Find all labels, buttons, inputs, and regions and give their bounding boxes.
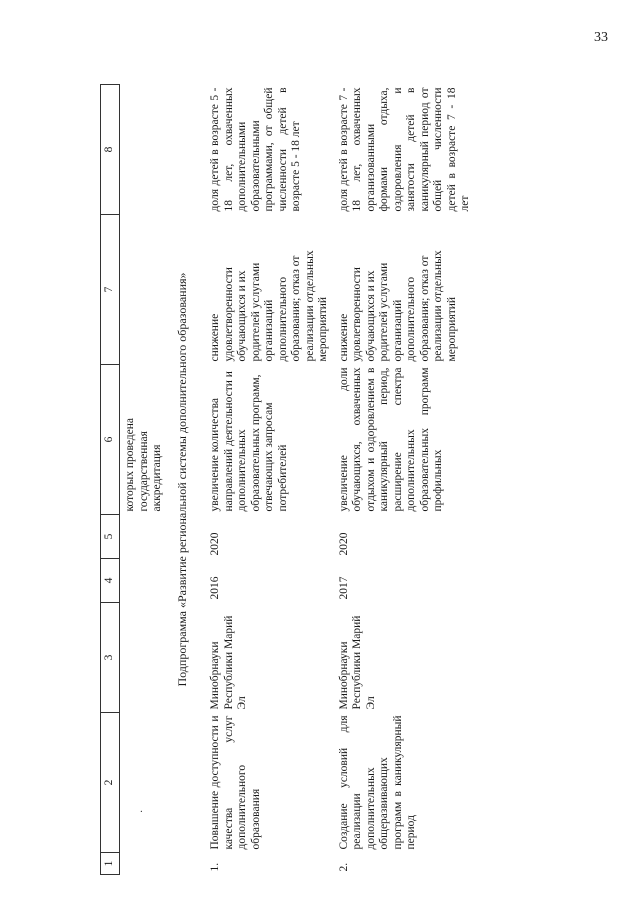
page-number: 33 [594, 30, 608, 45]
subprogram-title: Подпрограмма «Развитие региональной системы дополнительного образования» [174, 272, 189, 687]
start-year: 2016 [209, 576, 221, 600]
header-cell: 3 [101, 603, 120, 713]
header-cell: 1 [101, 853, 120, 875]
rotated-table-page [100, 85, 510, 875]
indicator: доля детей в возрасте 5 - 18 лет, охваченных дополнительными образовательными программами, от общей численности детей в возрасте 5 - 18 лет [209, 87, 302, 212]
end-year: 2020 [337, 532, 350, 556]
row-number: 1. [209, 862, 221, 872]
expected-result: увеличение количества направлений деятельности и дополнительных образовательных программ, отвечающих запросам потребителей [209, 371, 289, 512]
table-row [332, 85, 474, 875]
indicator: доля детей в возрасте 7 - 18 лет, охваченных организованными формами отдыха, оздоровления и занятости детей в каникулярный период от общей численности детей в возрасте 7 - 18 лет [337, 87, 471, 212]
activity-name: Создание условий для реализации дополнительных общеразвивающих программ в каникулярный период [337, 715, 417, 850]
consequences: снижение удовлетворенности обучающихся и их родителей услугами организаций дополнительного образования; отказ от реализации отдельных мероприятий [337, 250, 458, 362]
end-year: 2020 [209, 532, 221, 556]
column-number-header [101, 85, 120, 875]
activities-table [100, 84, 474, 875]
executor: Минобрнауки Республики Марий Эл [337, 615, 377, 710]
header-cell: 4 [101, 559, 120, 603]
continuation-text: которых проведена государственная аккредитация [124, 417, 163, 512]
header-cell: 5 [101, 515, 120, 559]
header-cell: 6 [101, 365, 120, 515]
row-number: 2. [337, 862, 350, 872]
subprogram-row [166, 85, 204, 875]
header-cell: 2 [101, 713, 120, 853]
table-row [203, 85, 332, 875]
expected-result: увеличение доли обучающихся, охваченных отдыхом и оздоровлением в каникулярный период, расширение спектра дополнительных образовательных программ профильных [337, 367, 444, 512]
start-year: 2017 [337, 576, 350, 600]
consequences: снижение удовлетворенности обучающихся и их родителей услугами организаций дополнительного образования; отказ от реализации отдельных мероприятий [209, 250, 329, 362]
continuation-row [120, 85, 166, 875]
header-cell: 7 [101, 215, 120, 365]
activity-name: Повышение доступности и качества услуг дополнительного образования [209, 715, 262, 850]
header-cell: 8 [101, 85, 120, 215]
stray-mark: · [137, 809, 148, 813]
executor: Минобрнауки Республики Марий Эл [209, 615, 248, 710]
